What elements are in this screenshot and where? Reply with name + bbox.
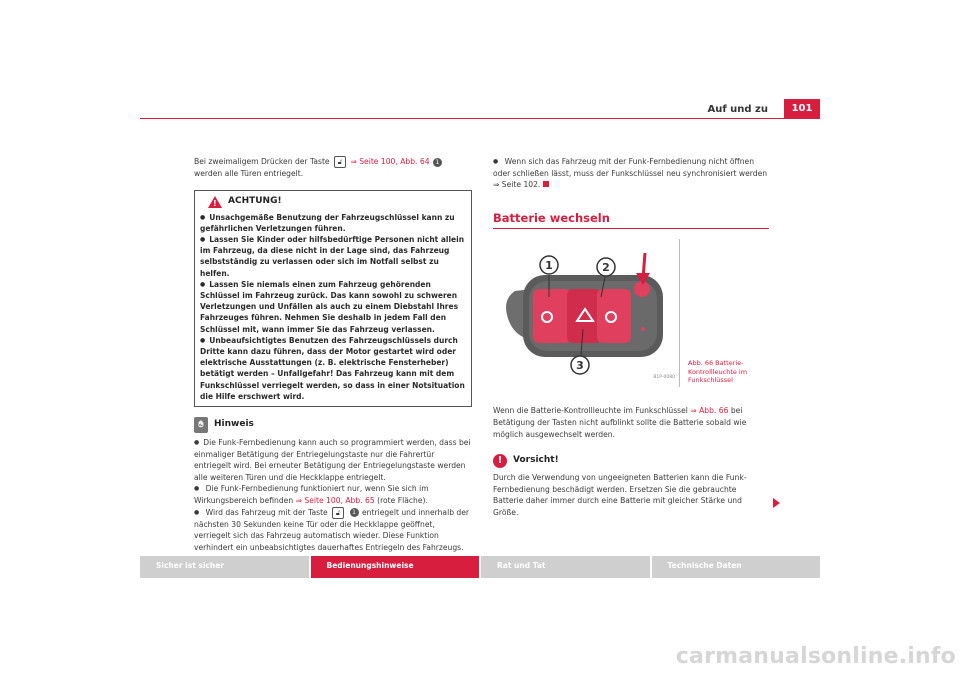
- warning-item-2: ● Lassen Sie Kinder oder hilfsbedürftige Personen nicht allein im Fahrzeug, da diese nicht in der Lage sind, das Fahrzeug selbstständig zu verlassen oder sich im Notfall selbst zu helfen.: [200, 234, 466, 279]
- battery-text-end: bei Betätigung der Tasten nicht aufblinkt sollte die Batterie sobald wie möglich ausgewechselt werden.: [493, 406, 747, 439]
- section-end-icon: [543, 181, 549, 187]
- callout-1: 1: [433, 158, 442, 167]
- caution-exclamation-icon: !: [493, 454, 507, 468]
- lock-button-icon: [597, 289, 631, 343]
- note-hand-icon: ✋︎: [194, 417, 208, 433]
- footer-tab-bedienungshinweise[interactable]: Bedienungshinweise: [311, 556, 480, 578]
- footer-tab-technische-daten[interactable]: Technische Daten: [652, 556, 821, 578]
- section-title: Batterie wechseln: [493, 210, 610, 225]
- callout-1: 1: [350, 508, 359, 517]
- left-column: [194, 156, 472, 553]
- footer-tab-rat-und-tat[interactable]: Rat und Tat: [481, 556, 650, 578]
- figure-link[interactable]: ⇒ Abb. 66: [690, 406, 729, 416]
- figure-callout-3: 3: [576, 359, 584, 373]
- unlock-key-icon: 🔓︎: [334, 156, 346, 168]
- watermark: carmanualsonline.info: [675, 644, 956, 669]
- intro-text-end: werden alle Türen entriegelt.: [194, 169, 304, 178]
- sync-item-text: Wenn sich das Fahrzeug mit der Funk-Fernbedienung nicht öffnen oder schließen lässt, muss der Funkschlüssel neu synchronisiert werden ⇒ Seite 102.: [493, 157, 768, 190]
- note-item-3-text-end: entriegelt und innerhalb der nächsten 30 Sekunden keine Tür oder die Heckklappe geöffnet, verriegelt sich das Fahrzeug automatisch wieder. Diese Funktion verhindert ein unbeabsichtigtes dauerhaftes Entriegeln des Fahrzeugs.: [194, 507, 470, 552]
- figure: [493, 239, 769, 387]
- figure-callout-1: 1: [545, 259, 553, 273]
- unlock-key-icon: 🔓︎: [332, 507, 344, 519]
- right-column: [493, 156, 769, 519]
- warning-heading: [208, 196, 466, 208]
- note-item-2-text: Die Funk-Fernbedienung funktioniert nur, wenn Sie sich im Wirkungsbereich befinden: [194, 484, 429, 506]
- continue-arrow-icon: [773, 498, 780, 508]
- caution-text: Durch die Verwendung von ungeeigneten Batterien kann die Funk-Fernbedienung beschädigt werden. Ersetzen Sie die gebrauchte Batterie daher immer durch eine Batterie mit gleicher Stärke und Größe.: [493, 473, 747, 517]
- intro-link[interactable]: ⇒ Seite 100, Abb. 64: [350, 157, 430, 166]
- warning-item-1: ● Unsachgemäße Benutzung der Fahrzeugschlüssel kann zu gefährlichen Verletzungen führen.: [200, 212, 466, 234]
- note-item-2-text-end: (rote Fläche).: [377, 496, 428, 506]
- sync-item: [493, 156, 769, 191]
- note-item-1: ● Die Funk-Fernbedienung kann auch so programmiert werden, dass bei einmaliger Betätigung der Entriegelungstaste nur die Fahrertür entriegelt wird. Bei erneuter Betätigung der Entriegelungstaste werden alle weiteren Türen und die Heckklappe entriegelt.: [194, 437, 472, 483]
- figure-code: B1P-0080: [653, 374, 675, 380]
- note-title: Hinweis: [214, 419, 254, 430]
- figure-callout-2: 2: [602, 261, 610, 275]
- note-item-3-text: Wird das Fahrzeug mit der Taste: [205, 507, 328, 517]
- section-rule: [493, 228, 769, 229]
- header-rule: [140, 118, 820, 119]
- footer-nav: [140, 556, 820, 578]
- battery-text: Wenn die Batterie-Kontrollleuchte im Funkschlüssel: [493, 406, 688, 416]
- warning-item-4: ● Unbeaufsichtigtes Benutzen des Fahrzeugschlüssels durch Dritte kann dazu führen, dass der Motor gestartet wird oder elektrische Ausstattungen (z. B. elektrische Fensterheber) betätigt werden – Unfallgefahr! Das Fahrzeug kann mit dem Funkschlüssel verriegelt werden, so dass in einer Notsituation die Hilfe erschwert wird.: [200, 335, 466, 402]
- note-item-2: [194, 483, 472, 506]
- footer-tab-sicher[interactable]: Sicher ist sicher: [140, 556, 309, 578]
- intro-text: Bei zweimaligem Drücken der Taste: [194, 157, 330, 166]
- warning-triangle-icon: !: [208, 196, 222, 208]
- key-fob-figure: [493, 239, 680, 387]
- figure-caption: Abb. 66 Batterie-Kontrollleuchte im Funkschlüssel: [688, 359, 748, 385]
- warning-title: ACHTUNG!: [228, 195, 282, 206]
- note-item-2-link[interactable]: ⇒ Seite 100, Abb. 65: [295, 496, 375, 506]
- warning-box: [194, 190, 472, 407]
- note-heading: [194, 417, 472, 433]
- intro-paragraph: [194, 156, 472, 180]
- warning-item-3: ● Lassen Sie niemals einen zum Fahrzeug gehörenden Schlüssel im Fahrzeug zurück. Das kann sowohl zu schweren Verletzungen und Unfällen als auch zu einem Diebstahl Ihres Fahrzeuges führen. Nehmen Sie deshalb in jedem Fall den Schlüssel mit, wann immer Sie das Fahrzeug verlassen.: [200, 279, 466, 335]
- battery-led-icon: [634, 281, 650, 297]
- note-item-3: [194, 507, 472, 554]
- page-number: 101: [784, 99, 820, 118]
- key-fob-illustration: [493, 239, 679, 387]
- caution-heading: [493, 454, 769, 468]
- page-header-title: Auf und zu: [707, 104, 768, 115]
- caution-title: Vorsicht!: [513, 455, 559, 466]
- battery-paragraph: [493, 405, 769, 440]
